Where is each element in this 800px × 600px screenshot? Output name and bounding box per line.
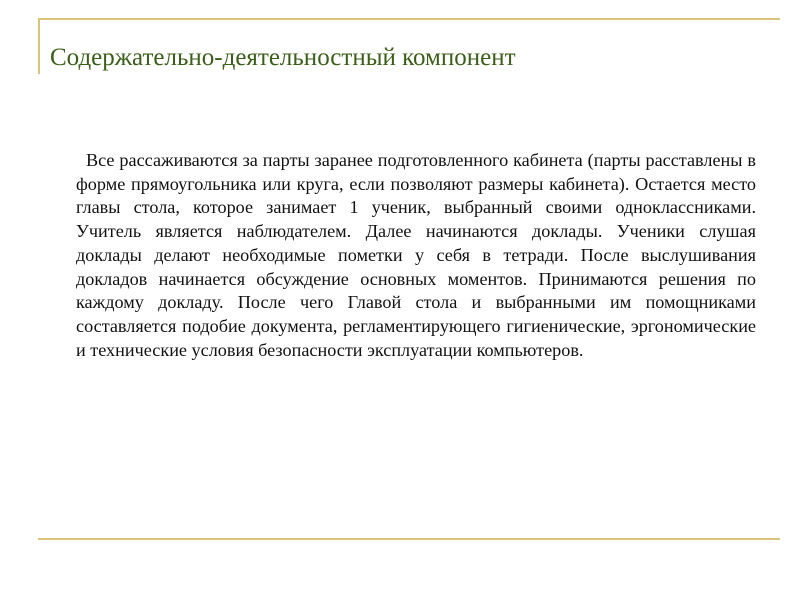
bottom-divider xyxy=(38,538,780,540)
left-accent-divider xyxy=(38,18,40,74)
slide-title: Содержательно-деятельностный компонент xyxy=(50,44,516,71)
slide-body-text: Все рассаживаются за парты заранее подготовленного кабинета (парты расставлены в форме прямоугольника или круга, если позволяют размеры кабинета). Остается место главы стола, которое занимает 1 ученик, выбранный своими одноклассниками. Учитель является наблюдателем. Далее начинаются доклады. Ученики слушая доклады делают необходимые пометки у себя в тетради. После выслушивания докладов начинается обсуждение основных моментов. Принимаются решения по каждому докладу. После чего Главой стола и выбранными им помощниками составляется подобие документа, регламентирующего гигиенические, эргономические и технические условия безопасности эксплуатации компьютеров. xyxy=(76,150,756,360)
top-divider xyxy=(38,18,780,20)
